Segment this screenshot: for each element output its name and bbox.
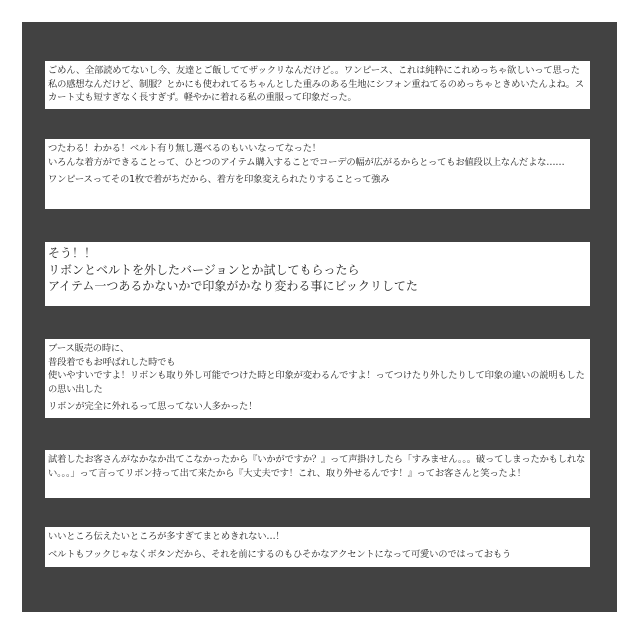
message-card: [45, 61, 590, 109]
message-card: [45, 339, 590, 418]
message-text: いろんな着方ができることって、ひとつのアイテム購入することでコーデの幅が広がるからとってもお値段以上なんだよな……: [48, 156, 565, 168]
message-text: ブース販売の時に、: [48, 343, 130, 354]
message-text: ワンピースってその1枚で着がちだから、着方を印象変えられたりすることって強み: [48, 174, 390, 185]
message-card: [45, 527, 590, 567]
message-text: つたわる！わかる！ベルト有り無し選べるのもいいなってなった！: [48, 143, 321, 154]
message-text: 試着したお客さんがなかなか出てこなかったから『いかがですか？』って声掛けしたら「すみません。。。破ってしまったかもしれない。。。」って言ってリボン持って出て来たから『大丈夫です！これ、取り外せるんです！』ってお客さんと笑ったよ！: [48, 454, 586, 479]
message-text: そう！！: [48, 246, 97, 260]
message-text: リボンとベルトを外したバージョンとか試してもらったら: [48, 262, 360, 277]
message-text: アイテム一つあるかないかで印象がかなり変わる事にビックリしてた: [48, 279, 418, 293]
message-card: [45, 242, 590, 306]
message-text: ベルトもフックじゃなくボタンだから、それを前にするのもひそかなアクセントになって可愛いのではっておもう: [48, 548, 512, 560]
message-text: いいところ伝えたいところが多すぎてまとめきれない…！: [48, 531, 285, 542]
message-card: [45, 450, 590, 498]
message-text: ごめん、全部読めてないし今、友達とご飯しててザックリなんだけど。。ワンピース、これは純粋にこれめっちゃ欲しいって思った私の感想なんだけど、制服？とかにも使われてるちゃんとした重みのある生地にシフォン重ねてるのめっちゃときめいたんよね。スカート丈も短すぎなく長すぎず。軽やかに着れる私の重服って印象だった。: [48, 65, 584, 103]
message-text: 使いやすいですよ！リボンも取り外し可能でつけた時と印象が変わるんですよ！ってつけたり外したりして印象の違いの説明もしたの思い出した: [48, 370, 585, 395]
message-panel: [22, 22, 617, 612]
message-text: 普段着でもお呼ばれした時でも: [48, 356, 176, 368]
message-card: [45, 139, 590, 209]
message-text: リボンが完全に外れるって思ってない人多かった！: [48, 401, 258, 412]
